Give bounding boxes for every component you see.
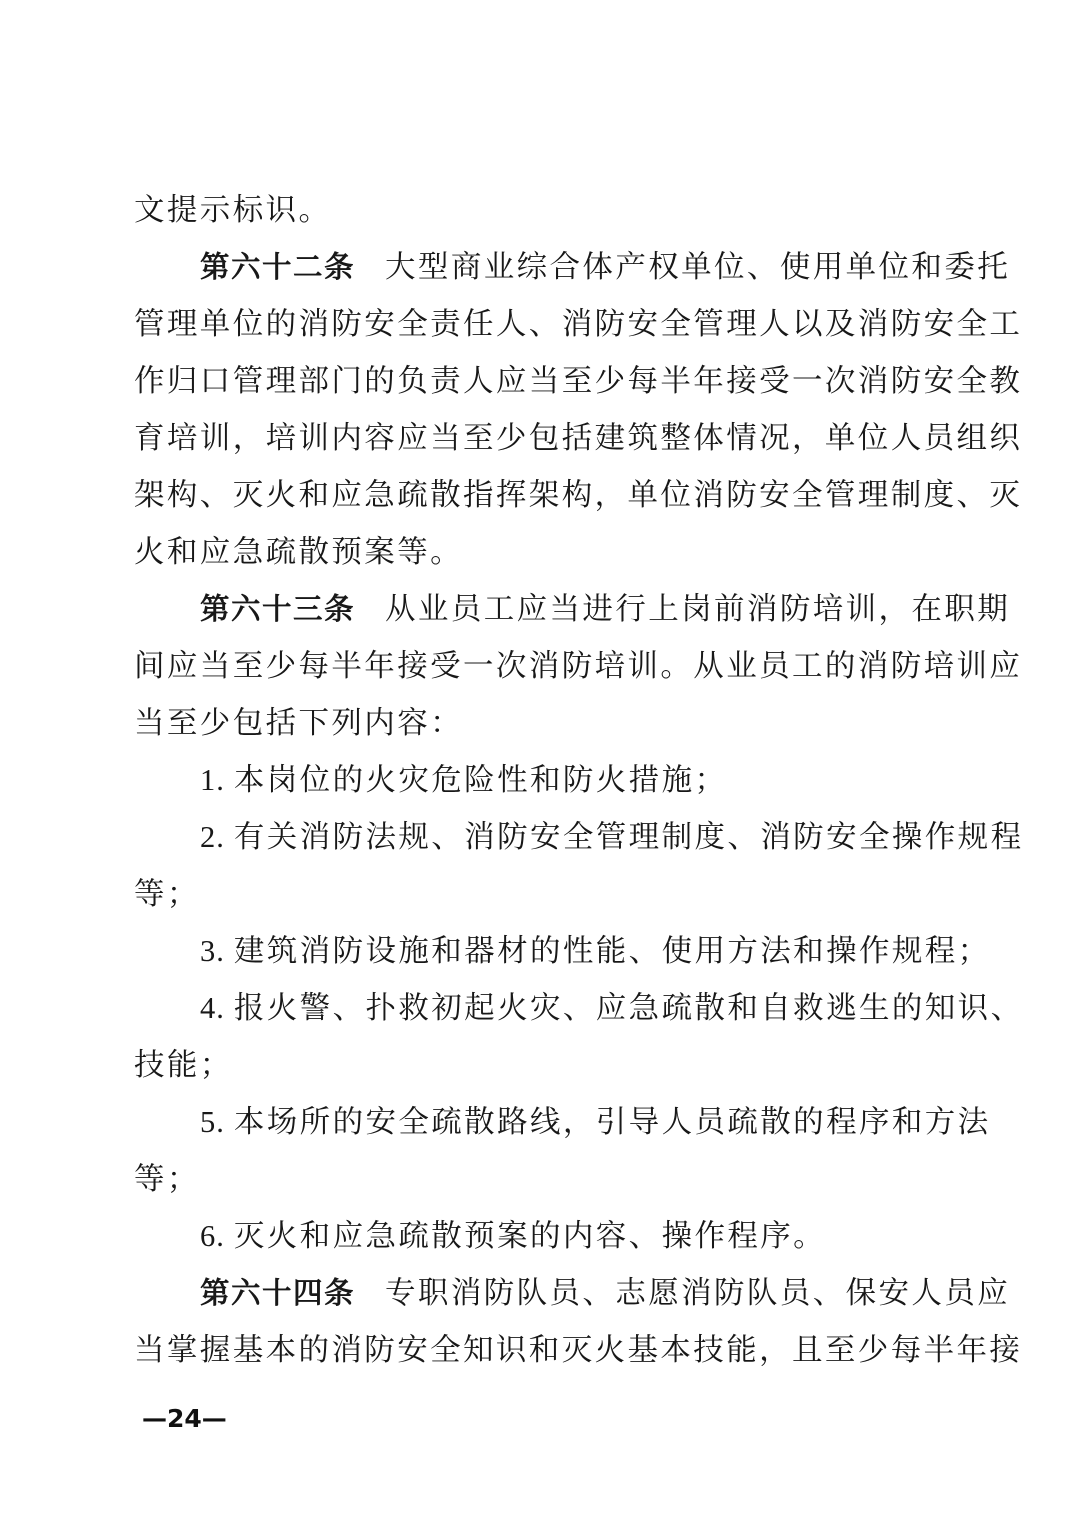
body-text-line <box>134 524 948 581</box>
article-number: 第六十三条 <box>200 592 356 626</box>
body-text-line <box>134 638 1023 695</box>
body-text-line <box>134 866 948 923</box>
body-text: 管理单位的消防安全责任人、消防安全管理人以及消防安全工 <box>134 307 1023 341</box>
body-text: 当掌握基本的消防安全知识和灭火基本技能，且至少每半年接 <box>134 1333 1023 1367</box>
body-text: 间应当至少每半年接受一次消防培训。从业员工的消防培训应 <box>134 649 1023 683</box>
article-heading-line <box>134 581 1011 638</box>
list-item-text: 有关消防法规、消防安全管理制度、消防安全操作规程 <box>233 820 1024 854</box>
body-text-line <box>134 695 948 752</box>
body-text-line <box>134 353 1023 410</box>
body-text-line <box>134 1037 948 1094</box>
list-item-text: 建筑消防设施和器材的性能、使用方法和操作规程； <box>233 934 991 968</box>
list-item-line <box>134 923 991 980</box>
article-text: 大型商业综合体产权单位、使用单位和委托 <box>385 250 1011 284</box>
article-text: 专职消防队员、志愿消防队员、保安人员应 <box>385 1276 1011 1310</box>
list-item-line <box>134 752 948 809</box>
list-item-number: 4. <box>200 991 225 1025</box>
article-number: 第六十二条 <box>200 250 356 284</box>
body-text: 文提示标识。 <box>134 193 332 227</box>
article-number: 第六十四条 <box>200 1276 356 1310</box>
body-text-line <box>134 1322 1023 1379</box>
body-text: 架构、灭火和应急疏散指挥架构，单位消防安全管理制度、灭 <box>134 478 1023 512</box>
list-item-text: 本岗位的火灾危险性和防火措施； <box>233 763 728 797</box>
body-text: 技能； <box>134 1048 233 1082</box>
body-text: 等； <box>134 1162 200 1196</box>
body-text-column <box>134 182 1024 1379</box>
body-text: 等； <box>134 877 200 911</box>
body-text-line <box>134 182 948 239</box>
list-item-line <box>134 809 1024 866</box>
list-item-number: 3. <box>200 934 225 968</box>
article-text: 从业员工应当进行上岗前消防培训，在职期 <box>385 592 1011 626</box>
list-item-number: 1. <box>200 763 225 797</box>
body-text-line <box>134 296 1023 353</box>
list-item-text: 灭火和应急疏散预案的内容、操作程序。 <box>233 1219 827 1253</box>
article-heading-line <box>134 239 1011 296</box>
body-text: 育培训，培训内容应当至少包括建筑整体情况，单位人员组织 <box>134 421 1023 455</box>
page-number: —24— <box>142 1404 227 1433</box>
body-text: 当至少包括下列内容： <box>134 706 463 740</box>
body-text-line <box>134 467 1023 524</box>
body-text-line <box>134 410 1023 467</box>
body-text: 火和应急疏散预案等。 <box>134 535 463 569</box>
list-item-number: 2. <box>200 820 225 854</box>
list-item-line <box>134 1094 991 1151</box>
list-item-text: 本场所的安全疏散路线，引导人员疏散的程序和方法 <box>233 1105 991 1139</box>
list-item-number: 6. <box>200 1219 225 1253</box>
body-text: 作归口管理部门的负责人应当至少每半年接受一次消防安全教 <box>134 364 1023 398</box>
list-item-line <box>134 1208 948 1265</box>
body-text-line <box>134 1151 948 1208</box>
list-item-number: 5. <box>200 1105 225 1139</box>
list-item-text: 报火警、扑救初起火灾、应急疏散和自救逃生的知识、 <box>233 991 1024 1025</box>
list-item-line <box>134 980 1024 1037</box>
article-heading-line <box>134 1265 1011 1322</box>
